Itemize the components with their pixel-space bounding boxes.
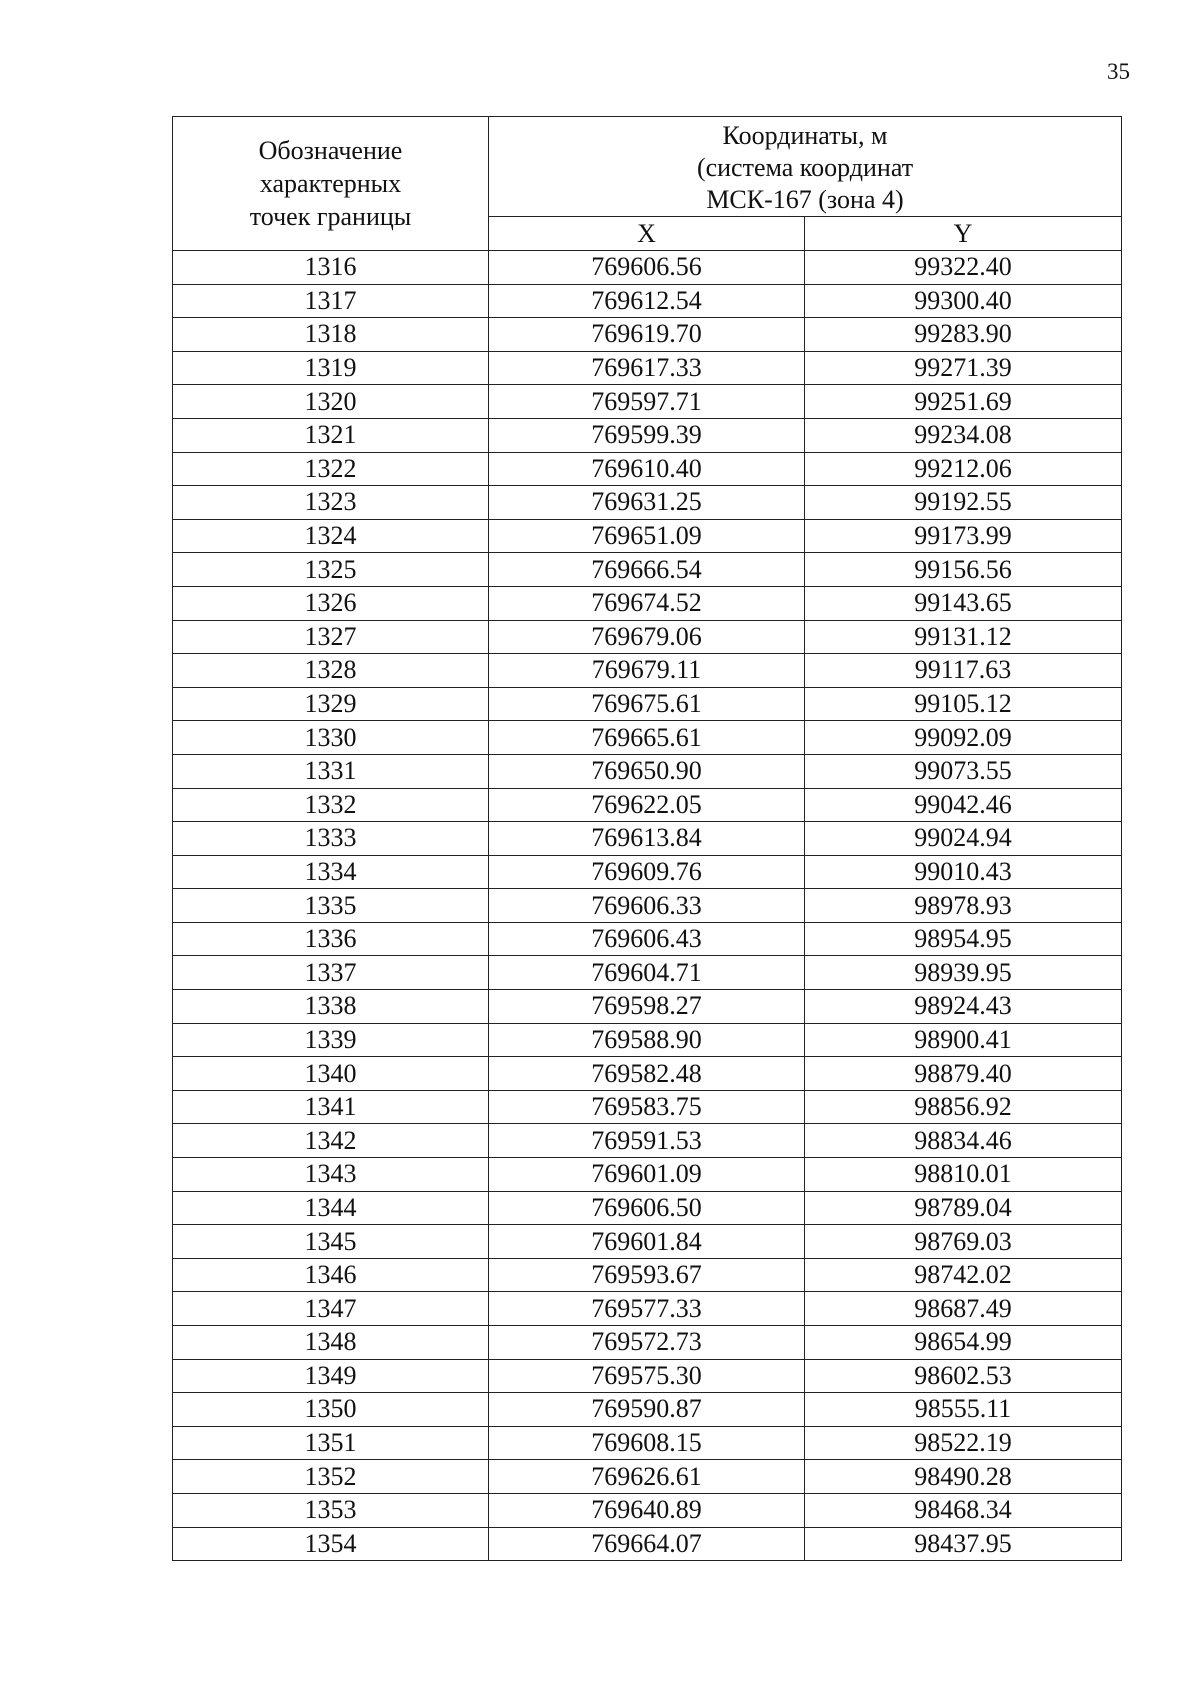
x-cell: 769593.67 bbox=[489, 1258, 805, 1292]
point-cell: 1333 bbox=[173, 822, 489, 856]
y-cell: 98978.93 bbox=[805, 889, 1122, 923]
point-cell: 1335 bbox=[173, 889, 489, 923]
table-row bbox=[173, 1359, 1122, 1393]
table-row bbox=[173, 284, 1122, 318]
x-cell: 769650.90 bbox=[489, 754, 805, 788]
x-cell: 769590.87 bbox=[489, 1393, 805, 1427]
point-cell: 1354 bbox=[173, 1527, 489, 1561]
point-cell: 1320 bbox=[173, 385, 489, 419]
point-cell: 1352 bbox=[173, 1460, 489, 1494]
x-cell: 769651.09 bbox=[489, 519, 805, 553]
x-cell: 769606.43 bbox=[489, 922, 805, 956]
y-cell: 99212.06 bbox=[805, 452, 1122, 486]
x-cell: 769577.33 bbox=[489, 1292, 805, 1326]
point-cell: 1343 bbox=[173, 1158, 489, 1192]
y-cell: 99283.90 bbox=[805, 318, 1122, 352]
x-cell: 769613.84 bbox=[489, 822, 805, 856]
table-row bbox=[173, 889, 1122, 923]
y-cell: 98769.03 bbox=[805, 1225, 1122, 1259]
y-cell: 99117.63 bbox=[805, 654, 1122, 688]
point-cell: 1349 bbox=[173, 1359, 489, 1393]
y-cell: 98437.95 bbox=[805, 1527, 1122, 1561]
x-cell: 769664.07 bbox=[489, 1527, 805, 1561]
table-row bbox=[173, 1493, 1122, 1527]
x-cell: 769617.33 bbox=[489, 351, 805, 385]
x-cell: 769583.75 bbox=[489, 1090, 805, 1124]
y-cell: 99251.69 bbox=[805, 385, 1122, 419]
y-cell: 99010.43 bbox=[805, 855, 1122, 889]
table-row bbox=[173, 1225, 1122, 1259]
table-row bbox=[173, 822, 1122, 856]
point-cell: 1353 bbox=[173, 1493, 489, 1527]
header-coordinates-line-1: Координаты, м bbox=[722, 120, 888, 150]
table-row bbox=[173, 1090, 1122, 1124]
y-cell: 99073.55 bbox=[805, 754, 1122, 788]
y-cell: 99192.55 bbox=[805, 486, 1122, 520]
point-cell: 1342 bbox=[173, 1124, 489, 1158]
y-cell: 99131.12 bbox=[805, 620, 1122, 654]
y-cell: 98939.95 bbox=[805, 956, 1122, 990]
point-cell: 1321 bbox=[173, 418, 489, 452]
table-row bbox=[173, 721, 1122, 755]
table-row bbox=[173, 553, 1122, 587]
x-cell: 769599.39 bbox=[489, 418, 805, 452]
point-cell: 1322 bbox=[173, 452, 489, 486]
point-cell: 1329 bbox=[173, 687, 489, 721]
y-cell: 99322.40 bbox=[805, 251, 1122, 285]
x-cell: 769597.71 bbox=[489, 385, 805, 419]
x-cell: 769675.61 bbox=[489, 687, 805, 721]
point-cell: 1338 bbox=[173, 990, 489, 1024]
point-cell: 1350 bbox=[173, 1393, 489, 1427]
x-cell: 769606.33 bbox=[489, 889, 805, 923]
table-row bbox=[173, 452, 1122, 486]
header-x: X bbox=[489, 217, 805, 251]
x-cell: 769626.61 bbox=[489, 1460, 805, 1494]
point-cell: 1334 bbox=[173, 855, 489, 889]
table-row bbox=[173, 318, 1122, 352]
page-number: 35 bbox=[1107, 59, 1130, 84]
table-row bbox=[173, 956, 1122, 990]
y-cell: 98555.11 bbox=[805, 1393, 1122, 1427]
table-row bbox=[173, 855, 1122, 889]
x-cell: 769608.15 bbox=[489, 1426, 805, 1460]
x-cell: 769601.84 bbox=[489, 1225, 805, 1259]
point-cell: 1339 bbox=[173, 1023, 489, 1057]
y-cell: 98810.01 bbox=[805, 1158, 1122, 1192]
point-cell: 1319 bbox=[173, 351, 489, 385]
table-row bbox=[173, 486, 1122, 520]
y-cell: 98834.46 bbox=[805, 1124, 1122, 1158]
table-row bbox=[173, 922, 1122, 956]
table-row bbox=[173, 251, 1122, 285]
x-cell: 769674.52 bbox=[489, 586, 805, 620]
y-cell: 98789.04 bbox=[805, 1191, 1122, 1225]
point-cell: 1317 bbox=[173, 284, 489, 318]
table-row bbox=[173, 654, 1122, 688]
header-y: Y bbox=[805, 217, 1122, 251]
header-coordinates-line-2: (система координат bbox=[696, 152, 914, 182]
point-cell: 1323 bbox=[173, 486, 489, 520]
table-row bbox=[173, 990, 1122, 1024]
x-cell: 769601.09 bbox=[489, 1158, 805, 1192]
table-row bbox=[173, 1393, 1122, 1427]
point-cell: 1345 bbox=[173, 1225, 489, 1259]
table-row bbox=[173, 1158, 1122, 1192]
table-row bbox=[173, 1426, 1122, 1460]
table-row bbox=[173, 351, 1122, 385]
coordinates-table bbox=[172, 116, 1122, 1561]
table-row bbox=[173, 586, 1122, 620]
y-cell: 99300.40 bbox=[805, 284, 1122, 318]
table-row bbox=[173, 1191, 1122, 1225]
y-cell: 99156.56 bbox=[805, 553, 1122, 587]
header-designation-line-2: характерных bbox=[259, 169, 402, 198]
x-cell: 769609.76 bbox=[489, 855, 805, 889]
y-cell: 99234.08 bbox=[805, 418, 1122, 452]
table-row bbox=[173, 418, 1122, 452]
point-cell: 1337 bbox=[173, 956, 489, 990]
table-row bbox=[173, 754, 1122, 788]
header-designation bbox=[173, 117, 489, 251]
point-cell: 1346 bbox=[173, 1258, 489, 1292]
y-cell: 99271.39 bbox=[805, 351, 1122, 385]
table-row bbox=[173, 519, 1122, 553]
y-cell: 98602.53 bbox=[805, 1359, 1122, 1393]
point-cell: 1328 bbox=[173, 654, 489, 688]
table-row bbox=[173, 1124, 1122, 1158]
header-designation-line-3: точек границы bbox=[249, 202, 412, 231]
x-cell: 769666.54 bbox=[489, 553, 805, 587]
x-cell: 769606.56 bbox=[489, 251, 805, 285]
table-row bbox=[173, 385, 1122, 419]
x-cell: 769612.54 bbox=[489, 284, 805, 318]
point-cell: 1341 bbox=[173, 1090, 489, 1124]
table-row bbox=[173, 1527, 1122, 1561]
x-cell: 769572.73 bbox=[489, 1326, 805, 1360]
y-cell: 98654.99 bbox=[805, 1326, 1122, 1360]
y-cell: 98900.41 bbox=[805, 1023, 1122, 1057]
point-cell: 1326 bbox=[173, 586, 489, 620]
x-cell: 769606.50 bbox=[489, 1191, 805, 1225]
point-cell: 1348 bbox=[173, 1326, 489, 1360]
x-cell: 769679.06 bbox=[489, 620, 805, 654]
y-cell: 99024.94 bbox=[805, 822, 1122, 856]
y-cell: 99092.09 bbox=[805, 721, 1122, 755]
header-coordinates-line-3: МСК-167 (зона 4) bbox=[706, 184, 904, 214]
point-cell: 1331 bbox=[173, 754, 489, 788]
y-cell: 99173.99 bbox=[805, 519, 1122, 553]
point-cell: 1336 bbox=[173, 922, 489, 956]
y-cell: 98879.40 bbox=[805, 1057, 1122, 1091]
point-cell: 1318 bbox=[173, 318, 489, 352]
point-cell: 1347 bbox=[173, 1292, 489, 1326]
x-cell: 769665.61 bbox=[489, 721, 805, 755]
point-cell: 1344 bbox=[173, 1191, 489, 1225]
point-cell: 1332 bbox=[173, 788, 489, 822]
header-coordinates bbox=[489, 117, 1122, 217]
y-cell: 98954.95 bbox=[805, 922, 1122, 956]
x-cell: 769631.25 bbox=[489, 486, 805, 520]
point-cell: 1340 bbox=[173, 1057, 489, 1091]
y-cell: 99143.65 bbox=[805, 586, 1122, 620]
y-cell: 98490.28 bbox=[805, 1460, 1122, 1494]
y-cell: 98924.43 bbox=[805, 990, 1122, 1024]
point-cell: 1324 bbox=[173, 519, 489, 553]
y-cell: 99042.46 bbox=[805, 788, 1122, 822]
y-cell: 99105.12 bbox=[805, 687, 1122, 721]
header-designation-line-1: Обозначение bbox=[258, 136, 403, 165]
x-cell: 769575.30 bbox=[489, 1359, 805, 1393]
y-cell: 98468.34 bbox=[805, 1493, 1122, 1527]
point-cell: 1325 bbox=[173, 553, 489, 587]
table-row bbox=[173, 1460, 1122, 1494]
x-cell: 769588.90 bbox=[489, 1023, 805, 1057]
x-cell: 769622.05 bbox=[489, 788, 805, 822]
y-cell: 98687.49 bbox=[805, 1292, 1122, 1326]
y-cell: 98742.02 bbox=[805, 1258, 1122, 1292]
point-cell: 1327 bbox=[173, 620, 489, 654]
table-row bbox=[173, 620, 1122, 654]
x-cell: 769619.70 bbox=[489, 318, 805, 352]
table-row bbox=[173, 1057, 1122, 1091]
x-cell: 769610.40 bbox=[489, 452, 805, 486]
table-row bbox=[173, 1326, 1122, 1360]
table-row bbox=[173, 687, 1122, 721]
table-row bbox=[173, 1023, 1122, 1057]
x-cell: 769598.27 bbox=[489, 990, 805, 1024]
x-cell: 769679.11 bbox=[489, 654, 805, 688]
point-cell: 1351 bbox=[173, 1426, 489, 1460]
x-cell: 769582.48 bbox=[489, 1057, 805, 1091]
x-cell: 769640.89 bbox=[489, 1493, 805, 1527]
table-row bbox=[173, 1292, 1122, 1326]
table-row bbox=[173, 1258, 1122, 1292]
table-row bbox=[173, 788, 1122, 822]
point-cell: 1330 bbox=[173, 721, 489, 755]
x-cell: 769591.53 bbox=[489, 1124, 805, 1158]
point-cell: 1316 bbox=[173, 251, 489, 285]
table-body bbox=[173, 251, 1122, 1561]
x-cell: 769604.71 bbox=[489, 956, 805, 990]
y-cell: 98522.19 bbox=[805, 1426, 1122, 1460]
y-cell: 98856.92 bbox=[805, 1090, 1122, 1124]
